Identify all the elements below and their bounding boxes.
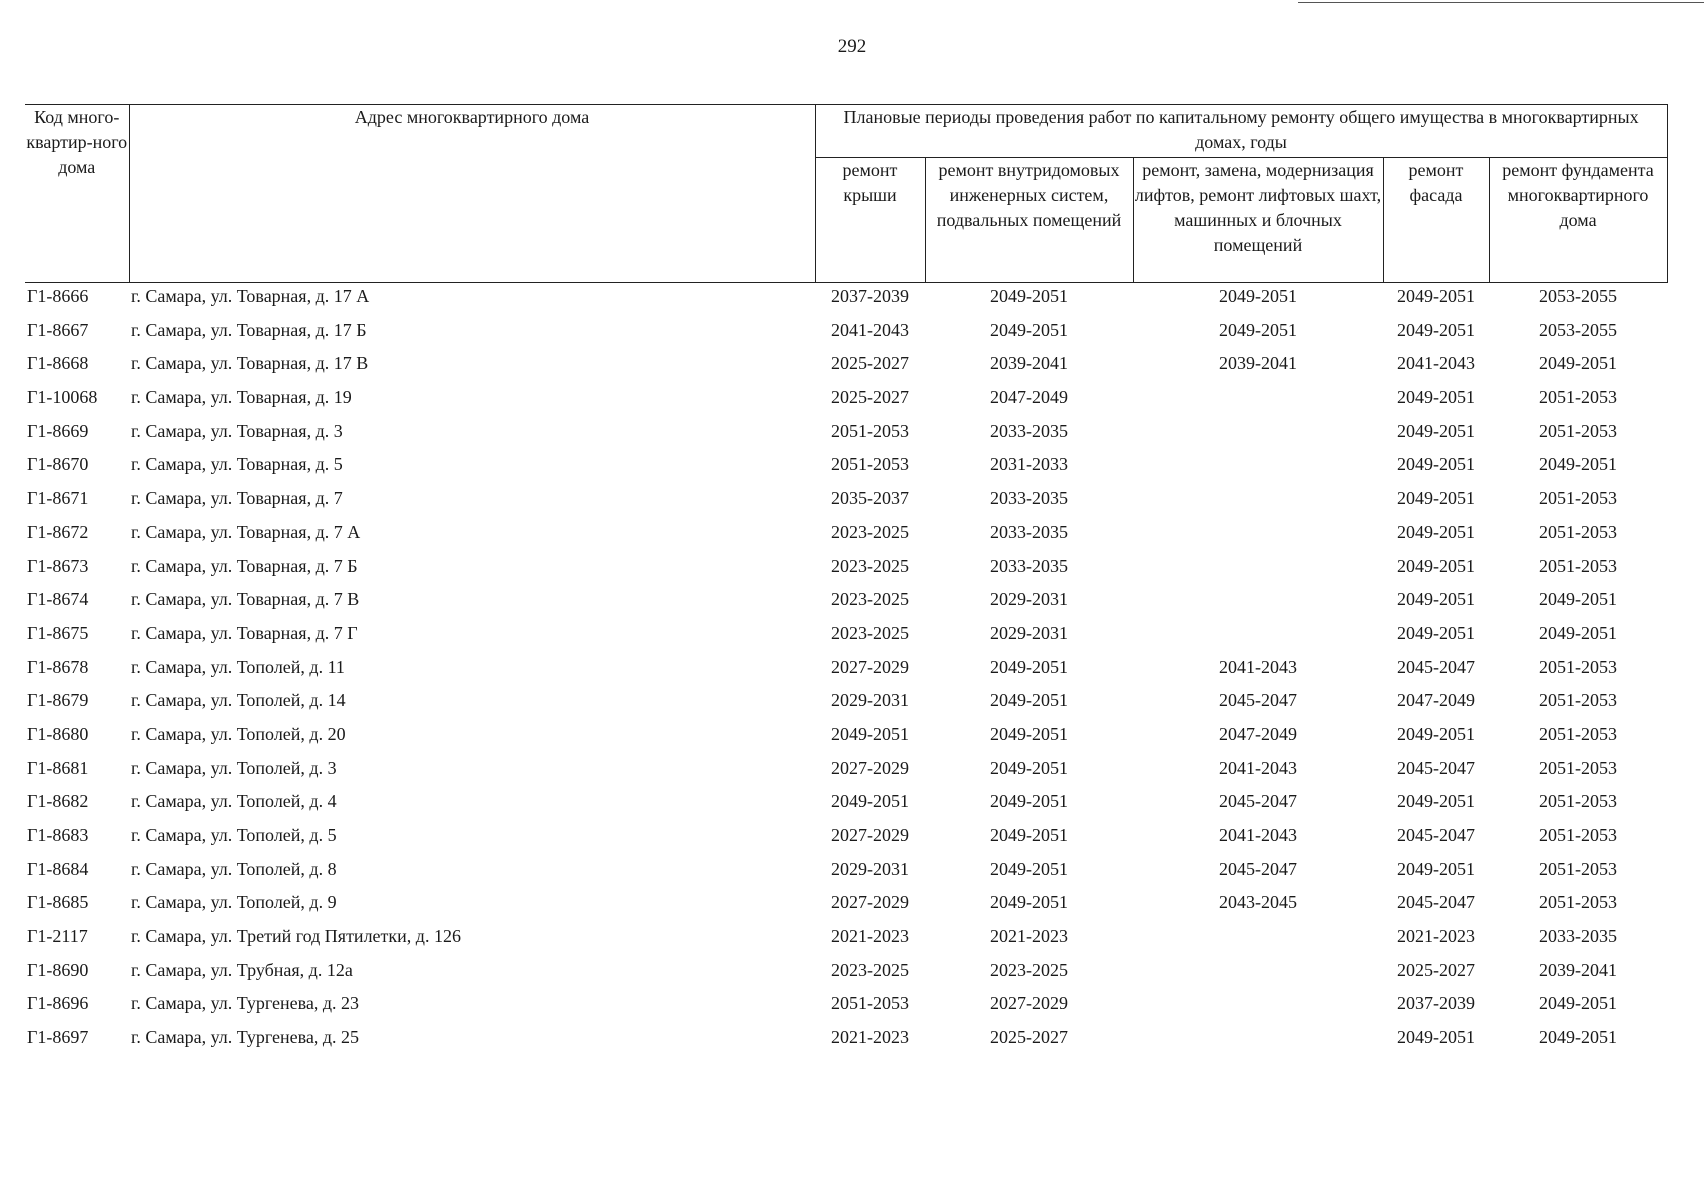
cell-foundation: 2051-2053 [1539, 387, 1618, 408]
cell-address: г. Самара, ул. Товарная, д. 7 А [131, 521, 361, 542]
cell-roof: 2049-2051 [831, 723, 909, 744]
cell-facade: 2045-2047 [1397, 825, 1475, 845]
cell-code: Г1-8673 [27, 555, 89, 576]
cell-foundation: 2049-2051 [1539, 589, 1618, 610]
cell-code: Г1-8690 [27, 959, 89, 980]
cell-address: г. Самара, ул. Товарная, д. 7 Б [131, 555, 358, 576]
cell-roof: 2023-2025 [831, 959, 909, 980]
cell-roof: 2037-2039 [831, 286, 909, 306]
cell-address: г. Самара, ул. Товарная, д. 7 Г [131, 622, 358, 643]
cell-foundation: 2051-2053 [1539, 420, 1618, 441]
cell-systems: 2033-2035 [990, 420, 1068, 441]
cell-foundation: 2049-2051 [1539, 993, 1618, 1014]
cell-code: Г1-8669 [27, 420, 89, 441]
cell-elevators: 2041-2043 [1219, 825, 1297, 845]
cell-facade: 2049-2051 [1397, 791, 1475, 812]
cell-facade: 2045-2047 [1397, 656, 1475, 677]
table-row [25, 687, 1667, 721]
cell-address: г. Самара, ул. Тополей, д. 9 [131, 892, 337, 913]
cell-facade: 2049-2051 [1397, 555, 1475, 576]
cell-address: г. Самара, ул. Тургенева, д. 25 [131, 1027, 360, 1048]
cell-address: г. Самара, ул. Тополей, д. 3 [131, 757, 337, 778]
cell-foundation: 2051-2053 [1539, 858, 1618, 879]
header-elevators: ремонт, замена, модернизация лифтов, ремонт лифтовых шахт, машинных и блочных помещений [1133, 158, 1383, 283]
cell-foundation: 2051-2053 [1539, 690, 1618, 711]
cell-elevators [1133, 957, 1383, 991]
cell-code: Г1-8666 [27, 286, 89, 306]
cell-elevators [1133, 519, 1383, 553]
cell-roof: 2023-2025 [831, 589, 909, 610]
table-row [25, 418, 1667, 452]
cell-roof: 2027-2029 [831, 825, 909, 845]
cell-facade: 2049-2051 [1397, 622, 1475, 643]
cell-elevators [1133, 923, 1383, 957]
cell-foundation: 2039-2041 [1539, 959, 1618, 980]
cell-facade: 2047-2049 [1397, 690, 1475, 711]
cell-address: г. Самара, ул. Товарная, д. 19 [131, 387, 352, 408]
table-row [25, 553, 1667, 587]
cell-facade: 2049-2051 [1397, 1027, 1475, 1048]
cell-systems: 2033-2035 [990, 521, 1068, 542]
table-row [25, 350, 1667, 384]
cell-code: Г1-8696 [27, 993, 89, 1014]
cell-code: Г1-8674 [27, 589, 89, 610]
cell-roof: 2051-2053 [831, 420, 909, 441]
cell-code: Г1-8683 [27, 825, 89, 845]
cell-facade: 2049-2051 [1397, 723, 1475, 744]
cell-foundation: 2051-2053 [1539, 791, 1618, 812]
cell-facade: 2021-2023 [1397, 926, 1475, 947]
cell-facade: 2037-2039 [1397, 993, 1475, 1014]
cell-roof: 2029-2031 [831, 858, 909, 879]
cell-foundation: 2049-2051 [1539, 622, 1618, 643]
cell-code: Г1-8667 [27, 319, 89, 340]
table-row [25, 451, 1667, 485]
cell-facade: 2025-2027 [1397, 959, 1475, 980]
cell-code: Г1-8684 [27, 858, 89, 879]
table-row [25, 519, 1667, 553]
capital-repair-schedule-table [25, 104, 1668, 1058]
cell-systems: 2049-2051 [990, 690, 1068, 711]
cell-elevators: 2045-2047 [1219, 690, 1297, 711]
cell-address: г. Самара, ул. Товарная, д. 17 А [131, 286, 370, 306]
cell-address: г. Самара, ул. Трубная, д. 12а [131, 959, 353, 980]
header-row-main [25, 105, 1667, 158]
header-systems: ремонт внутридомовых инженерных систем, подвальных помещений [925, 158, 1133, 283]
cell-roof: 2041-2043 [831, 319, 909, 340]
cell-address: г. Самара, ул. Товарная, д. 17 Б [131, 319, 367, 340]
cell-roof: 2027-2029 [831, 892, 909, 913]
cell-foundation: 2033-2035 [1539, 926, 1618, 947]
cell-foundation: 2051-2053 [1539, 521, 1618, 542]
table-row [25, 586, 1667, 620]
header-code: Код много-квартир-ного дома [25, 105, 129, 283]
table-row [25, 923, 1667, 957]
cell-roof: 2027-2029 [831, 656, 909, 677]
table-row [25, 990, 1667, 1024]
cell-address: г. Самара, ул. Товарная, д. 7 В [131, 589, 360, 610]
cell-elevators [1133, 586, 1383, 620]
cell-elevators: 2049-2051 [1219, 319, 1297, 340]
cell-code: Г1-2117 [27, 926, 88, 947]
cell-foundation: 2051-2053 [1539, 488, 1618, 509]
cell-roof: 2023-2025 [831, 521, 909, 542]
cell-roof: 2021-2023 [831, 926, 909, 947]
cell-elevators: 2049-2051 [1219, 286, 1297, 306]
cell-systems: 2047-2049 [990, 387, 1068, 408]
cell-elevators [1133, 1024, 1383, 1058]
cell-elevators: 2043-2045 [1219, 892, 1297, 913]
cell-foundation: 2051-2053 [1539, 656, 1618, 677]
top-border-line [1298, 2, 1704, 3]
cell-systems: 2049-2051 [990, 319, 1068, 340]
cell-facade: 2049-2051 [1397, 286, 1475, 306]
cell-elevators: 2047-2049 [1219, 723, 1297, 744]
cell-address: г. Самара, ул. Тополей, д. 14 [131, 690, 346, 711]
cell-systems: 2049-2051 [990, 757, 1068, 778]
cell-address: г. Самара, ул. Тургенева, д. 23 [131, 993, 360, 1014]
cell-code: Г1-8672 [27, 521, 89, 542]
cell-roof: 2021-2023 [831, 1027, 909, 1048]
cell-address: г. Самара, ул. Тополей, д. 11 [131, 656, 345, 677]
table-row [25, 822, 1667, 856]
header-facade: ремонт фасада [1383, 158, 1489, 283]
cell-address: г. Самара, ул. Тополей, д. 4 [131, 791, 337, 812]
cell-code: Г1-8675 [27, 622, 89, 643]
cell-elevators: 2041-2043 [1219, 656, 1297, 677]
cell-foundation: 2051-2053 [1539, 555, 1618, 576]
table-row [25, 283, 1667, 317]
cell-systems: 2049-2051 [990, 791, 1068, 812]
cell-systems: 2049-2051 [990, 892, 1068, 913]
cell-facade: 2049-2051 [1397, 319, 1475, 340]
table-row [25, 620, 1667, 654]
cell-elevators: 2039-2041 [1219, 353, 1297, 374]
table-row [25, 788, 1667, 822]
table-row [25, 317, 1667, 351]
cell-systems: 2025-2027 [990, 1027, 1068, 1048]
header-planned-periods: Плановые периоды проведения работ по капитальному ремонту общего имущества в многоквартирных домах, годы [815, 105, 1667, 158]
table-row [25, 384, 1667, 418]
cell-elevators [1133, 451, 1383, 485]
cell-address: г. Самара, ул. Тополей, д. 5 [131, 825, 337, 845]
cell-code: Г1-8671 [27, 488, 89, 509]
cell-foundation: 2049-2051 [1539, 353, 1618, 374]
header-foundation: ремонт фундамента многоквартирного дома [1489, 158, 1667, 283]
cell-facade: 2049-2051 [1397, 858, 1475, 879]
cell-roof: 2025-2027 [831, 353, 909, 374]
cell-elevators [1133, 485, 1383, 519]
cell-roof: 2023-2025 [831, 555, 909, 576]
cell-code: Г1-8681 [27, 757, 89, 778]
cell-elevators [1133, 620, 1383, 654]
table-row [25, 654, 1667, 688]
cell-address: г. Самара, ул. Товарная, д. 7 [131, 488, 343, 509]
cell-systems: 2033-2035 [990, 488, 1068, 509]
cell-facade: 2045-2047 [1397, 757, 1475, 778]
header-roof: ремонт крыши [815, 158, 925, 283]
cell-elevators: 2041-2043 [1219, 757, 1297, 778]
cell-code: Г1-10068 [27, 387, 98, 408]
cell-systems: 2021-2023 [990, 926, 1068, 947]
cell-elevators: 2045-2047 [1219, 791, 1297, 812]
cell-facade: 2049-2051 [1397, 454, 1475, 475]
cell-code: Г1-8668 [27, 353, 89, 374]
cell-facade: 2049-2051 [1397, 488, 1475, 509]
cell-roof: 2051-2053 [831, 454, 909, 475]
cell-facade: 2045-2047 [1397, 892, 1475, 913]
cell-address: г. Самара, ул. Тополей, д. 20 [131, 723, 346, 744]
cell-systems: 2039-2041 [990, 353, 1068, 374]
cell-systems: 2029-2031 [990, 622, 1068, 643]
cell-foundation: 2051-2053 [1539, 723, 1618, 744]
table-row [25, 755, 1667, 789]
cell-roof: 2025-2027 [831, 387, 909, 408]
cell-foundation: 2051-2053 [1539, 757, 1618, 778]
cell-foundation: 2049-2051 [1539, 1027, 1618, 1048]
cell-systems: 2049-2051 [990, 723, 1068, 744]
cell-systems: 2033-2035 [990, 555, 1068, 576]
cell-roof: 2023-2025 [831, 622, 909, 643]
cell-code: Г1-8678 [27, 656, 89, 677]
table-row [25, 721, 1667, 755]
cell-code: Г1-8685 [27, 892, 89, 913]
cell-systems: 2023-2025 [990, 959, 1068, 980]
cell-facade: 2041-2043 [1397, 353, 1475, 374]
cell-facade: 2049-2051 [1397, 387, 1475, 408]
cell-address: г. Самара, ул. Товарная, д. 17 В [131, 353, 369, 374]
cell-elevators: 2045-2047 [1219, 858, 1297, 879]
cell-foundation: 2051-2053 [1539, 892, 1618, 913]
cell-foundation: 2051-2053 [1539, 825, 1618, 845]
cell-roof: 2051-2053 [831, 993, 909, 1014]
cell-code: Г1-8697 [27, 1027, 89, 1048]
table-row [25, 889, 1667, 923]
cell-elevators [1133, 990, 1383, 1024]
cell-systems: 2049-2051 [990, 656, 1068, 677]
cell-address: г. Самара, ул. Товарная, д. 5 [131, 454, 343, 475]
cell-code: Г1-8682 [27, 791, 89, 812]
cell-elevators [1133, 553, 1383, 587]
cell-facade: 2049-2051 [1397, 420, 1475, 441]
table-row [25, 856, 1667, 890]
cell-facade: 2049-2051 [1397, 589, 1475, 610]
cell-roof: 2029-2031 [831, 690, 909, 711]
table-row [25, 957, 1667, 991]
table-row [25, 1024, 1667, 1058]
cell-systems: 2027-2029 [990, 993, 1068, 1014]
table-row [25, 485, 1667, 519]
cell-roof: 2049-2051 [831, 791, 909, 812]
cell-elevators [1133, 418, 1383, 452]
cell-code: Г1-8680 [27, 723, 89, 744]
cell-code: Г1-8679 [27, 690, 89, 711]
cell-systems: 2029-2031 [990, 589, 1068, 610]
cell-systems: 2049-2051 [990, 286, 1068, 306]
cell-code: Г1-8670 [27, 454, 89, 475]
cell-foundation: 2053-2055 [1539, 286, 1618, 306]
cell-systems: 2049-2051 [990, 825, 1068, 845]
cell-elevators [1133, 384, 1383, 418]
cell-roof: 2027-2029 [831, 757, 909, 778]
cell-address: г. Самара, ул. Тополей, д. 8 [131, 858, 337, 879]
header-address: Адрес многоквартирного дома [129, 105, 815, 283]
cell-systems: 2049-2051 [990, 858, 1068, 879]
cell-foundation: 2053-2055 [1539, 319, 1618, 340]
cell-roof: 2035-2037 [831, 488, 909, 509]
cell-address: г. Самара, ул. Товарная, д. 3 [131, 420, 343, 441]
page-number: 292 [837, 36, 867, 57]
cell-facade: 2049-2051 [1397, 521, 1475, 542]
cell-address: г. Самара, ул. Третий год Пятилетки, д. 126 [131, 926, 461, 947]
cell-foundation: 2049-2051 [1539, 454, 1618, 475]
cell-systems: 2031-2033 [990, 454, 1068, 475]
